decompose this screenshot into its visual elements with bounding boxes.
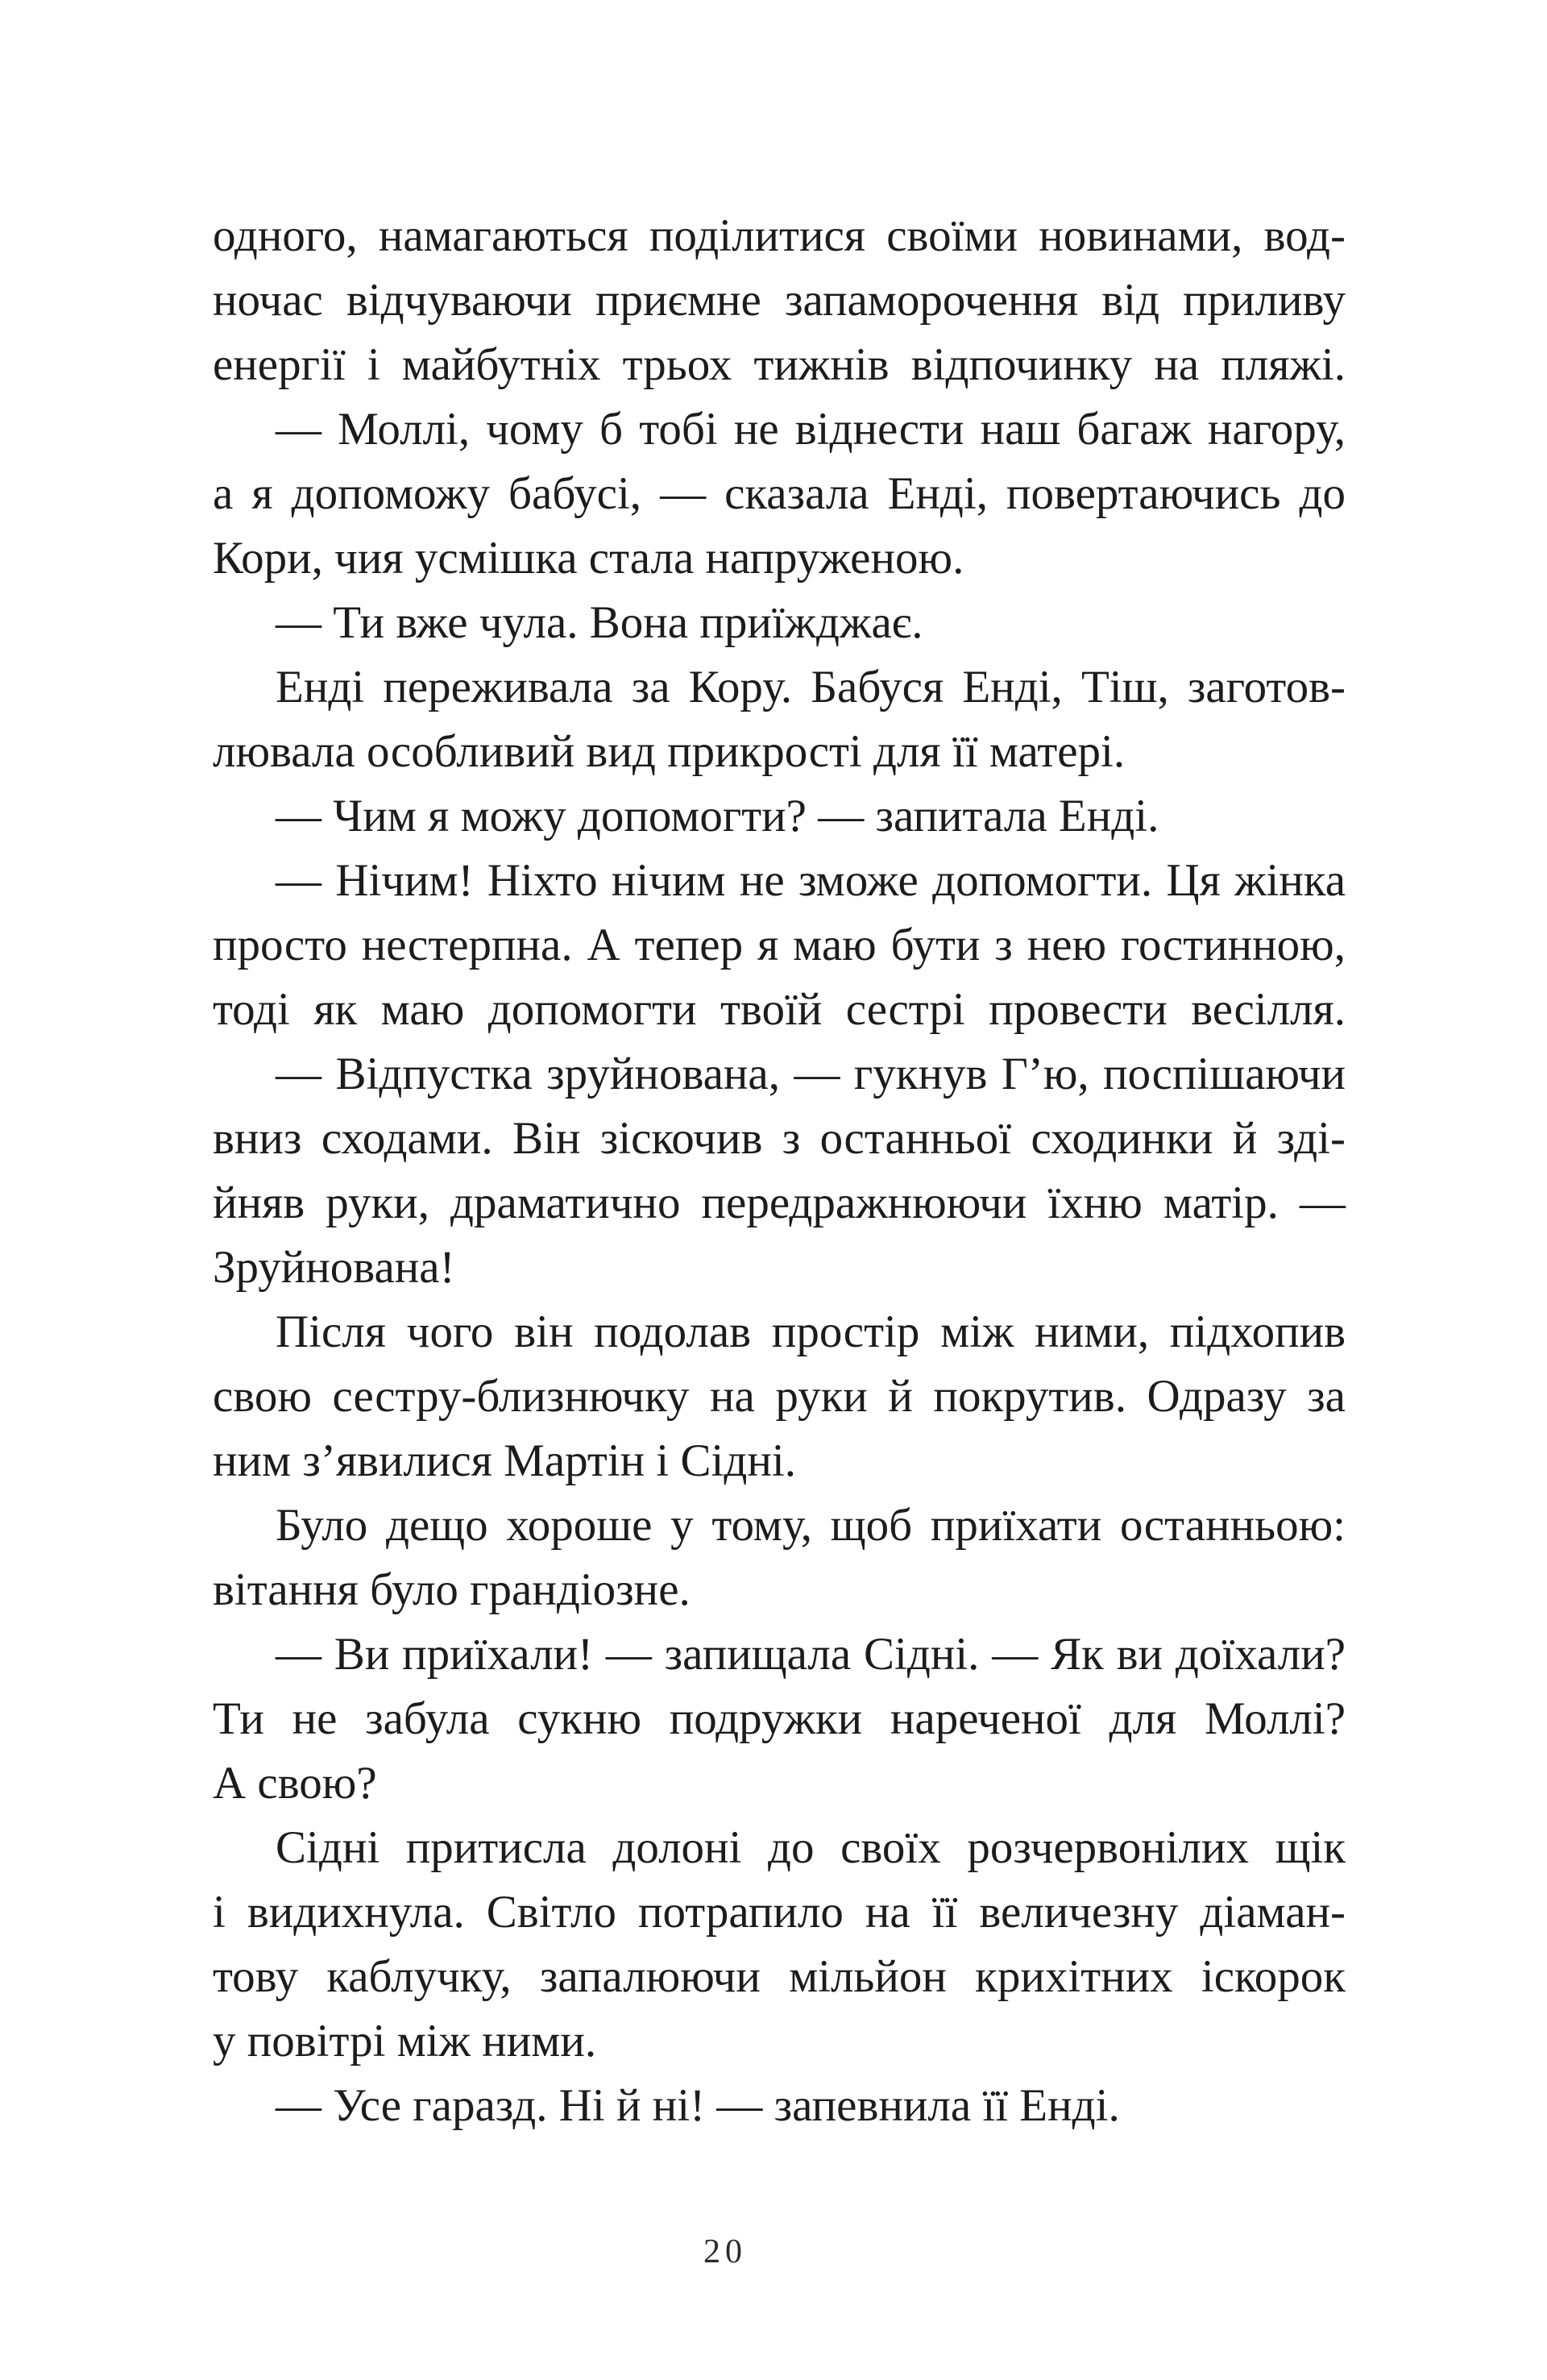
page-number: 20 xyxy=(703,2233,747,2270)
text-line: Ти не забула сукню подружки нареченої для Моллі? xyxy=(213,1693,1346,1744)
text-line: Енді переживала за Кору. Бабуся Енді, Тіш, заготов- xyxy=(276,662,1346,712)
text-line: — Відпустка зруйнована, — гукнув Г’ю, поспішаючи xyxy=(276,1049,1346,1099)
text-line: — Нічим! Ніхто нічим не зможе допомогти. Ця жінка xyxy=(276,855,1346,906)
text-line: А свою? xyxy=(213,1758,377,1809)
text-line: ночас відчуваючи приємне запаморочення від приливу xyxy=(213,275,1346,326)
text-line: — Моллі, чому б тобі не віднести наш багаж нагору, xyxy=(276,404,1346,455)
text-line: вітання було грандіозне. xyxy=(213,1564,691,1615)
text-line: свою сестру-близнючку на руки й покрутив. Одразу за xyxy=(213,1371,1346,1422)
text-line: і видихнула. Світло потрапило на її величезну діаман- xyxy=(213,1887,1346,1938)
text-line: ним з’явилися Мартін і Сідні. xyxy=(213,1435,796,1486)
text-line: — Чим я можу допомогти? — запитала Енді. xyxy=(276,791,1159,841)
text-line: Було дещо хороше у тому, щоб приїхати останньою: xyxy=(276,1500,1346,1551)
text-line: — Усе гаразд. Ні й ні! — запевнила її Енді. xyxy=(276,2080,1120,2131)
text-line: Сідні притисла долоні до своїх розчервонілих щік xyxy=(276,1822,1346,1873)
text-line: просто нестерпна. А тепер я маю бути з нею гостинною, xyxy=(213,920,1346,970)
text-line: одного, намагаються поділитися своїми новинами, вод- xyxy=(213,210,1346,261)
text-line: а я допоможу бабусі, — сказала Енді, повертаючись до xyxy=(213,468,1346,519)
text-line: Зруйнована! xyxy=(213,1242,455,1293)
text-line: лювала особливий вид прикрості для її матері. xyxy=(213,726,1126,777)
text-line: — Ти вже чула. Вона приїжджає. xyxy=(276,597,923,648)
text-line: — Ви приїхали! — запищала Сідні. — Як ви доїхали? xyxy=(276,1629,1346,1680)
text-line: вниз сходами. Він зіскочив з останньої сходинки й зді- xyxy=(213,1113,1346,1164)
text-line: тоді як маю допомогти твоїй сестрі провести весілля. xyxy=(213,984,1346,1035)
text-line: тову каблучку, запалюючи мільйон крихітних іскорок xyxy=(213,1951,1346,2002)
text-line: у повітрі між ними. xyxy=(213,2016,597,2066)
text-line: Кори, чия усмішка стала напруженою. xyxy=(213,533,964,584)
text-line: Після чого він подолав простір між ними, підхопив xyxy=(276,1306,1346,1357)
text-line: йняв руки, драматично передражнюючи їхню матір. — xyxy=(213,1178,1346,1228)
text-line: енергії і майбутніх трьох тижнів відпочинку на пляжі. xyxy=(213,339,1346,390)
page-text-column xyxy=(213,204,1346,2138)
